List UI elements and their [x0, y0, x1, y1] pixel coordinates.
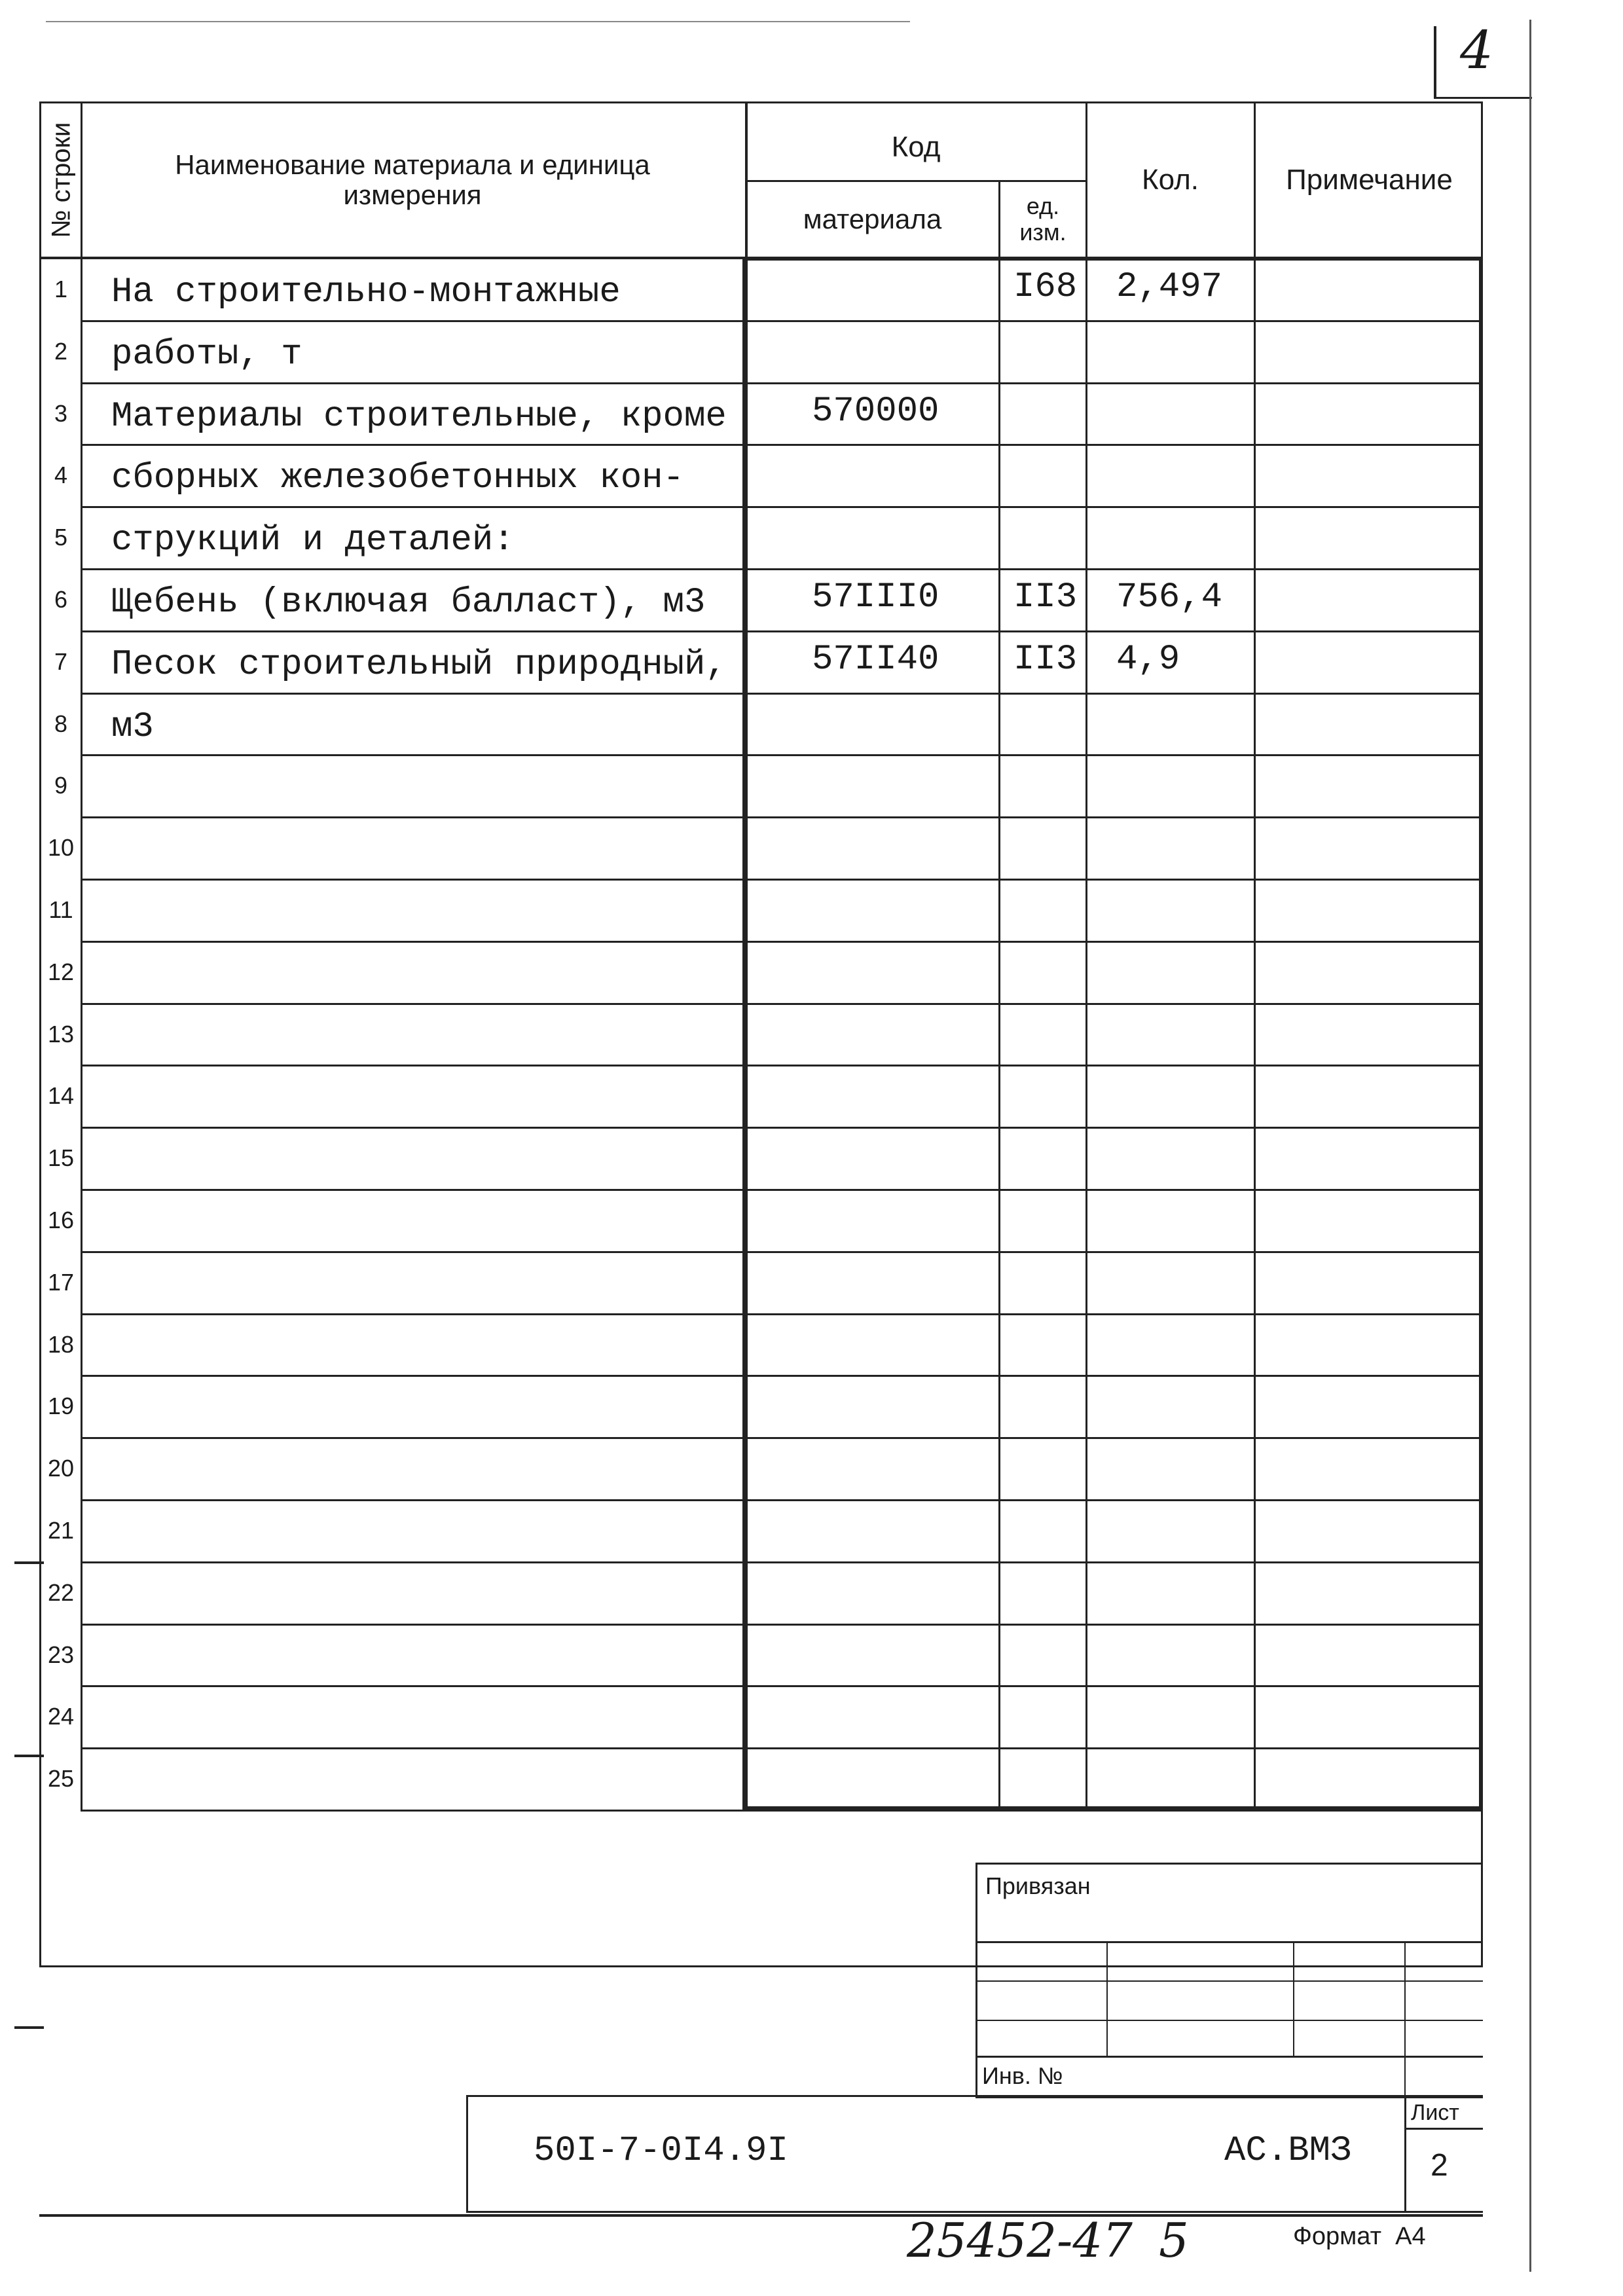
row-number: 1 — [54, 276, 68, 302]
header-col-line-1 — [81, 101, 82, 1810]
row-name: м3 — [111, 706, 154, 747]
row-divider — [81, 320, 1483, 322]
row-number: 19 — [47, 1393, 75, 1420]
row-name: работы, т — [111, 334, 302, 374]
stamp-col-2 — [1293, 1941, 1294, 2056]
header-code-divider — [745, 180, 1085, 182]
row-number: 14 — [47, 1082, 75, 1110]
row-number: 17 — [47, 1268, 75, 1296]
row-number: 8 — [54, 710, 68, 737]
row-divider — [81, 1003, 1483, 1005]
stamp-col-1 — [1106, 1941, 1108, 2056]
row-quantity: 2,497 — [1116, 267, 1223, 307]
row-name: Щебень (включая балласт), м3 — [111, 583, 706, 623]
row-divider — [81, 1189, 1483, 1191]
row-number: 21 — [47, 1517, 75, 1544]
header-code: Код — [891, 130, 941, 163]
row-divider — [81, 630, 1483, 632]
row-number: 23 — [47, 1641, 75, 1668]
row-number: 3 — [54, 399, 68, 427]
row-number: 7 — [54, 647, 68, 675]
title-block-sheet-divider — [1404, 2095, 1406, 2213]
row-divider — [81, 816, 1483, 818]
row-divider — [81, 382, 1483, 384]
row-unit-code: II3 — [1013, 639, 1078, 680]
row-number: 22 — [47, 1578, 75, 1606]
footer-format-label: Формат А4 — [1293, 2223, 1426, 2250]
row-divider — [81, 1685, 1483, 1687]
data-heavy-frame — [742, 257, 1483, 1810]
row-material-code: 57II40 — [812, 639, 939, 680]
header-qty: Кол. — [1141, 163, 1199, 196]
sheet-corner-number: 4 — [1460, 20, 1493, 81]
row-number: 5 — [54, 524, 68, 551]
stamp-sheet-number: 2 — [1431, 2148, 1448, 2183]
row-number: 6 — [54, 586, 68, 613]
title-block-sheet-line — [1404, 2128, 1483, 2130]
row-divider — [81, 1251, 1483, 1253]
margin-tick-1 — [14, 1561, 44, 1564]
corner-bracket-base — [1434, 97, 1532, 99]
corner-bracket-line — [1434, 26, 1436, 98]
stamp-line-3 — [976, 2020, 1483, 2021]
row-divider — [81, 568, 1483, 570]
row-unit-code: I68 — [1013, 267, 1078, 307]
row-unit-code: II3 — [1013, 577, 1078, 617]
row-material-code: 570000 — [812, 391, 939, 431]
top-edge-line — [46, 21, 910, 22]
row-name: Песок строительный природный, — [111, 644, 727, 685]
row-divider — [81, 1561, 1483, 1563]
stamp-line-2 — [976, 1980, 1483, 1982]
row-number: 11 — [48, 896, 73, 923]
stamp-doc-code: 50I-7-0I4.9I — [534, 2131, 788, 2171]
row-material-code: 57III0 — [812, 577, 939, 617]
footer-handwritten-page: 5 — [1159, 2213, 1189, 2268]
header-unit-code: ед. изм. — [1019, 192, 1067, 246]
stamp-line-4 — [976, 2056, 1483, 2058]
row-number: 4 — [54, 462, 68, 489]
row-number: 15 — [47, 1144, 75, 1172]
stamp-line-1 — [976, 1941, 1483, 1943]
row-divider — [81, 1127, 1483, 1129]
row-quantity: 4,9 — [1116, 639, 1180, 680]
row-number: 18 — [47, 1330, 75, 1358]
row-divider — [81, 444, 1483, 446]
row-number: 10 — [47, 834, 75, 862]
row-number: 16 — [47, 1207, 75, 1233]
margin-tick-3 — [14, 2026, 44, 2029]
row-divider — [81, 1747, 1483, 1749]
row-divider — [81, 1499, 1483, 1501]
row-number: 24 — [47, 1703, 75, 1730]
row-divider — [81, 1065, 1483, 1066]
row-divider — [81, 754, 1483, 756]
header-note: Примечание — [1286, 163, 1453, 196]
row-number: 12 — [47, 958, 75, 985]
margin-tick-2 — [14, 1755, 44, 1757]
row-number: 25 — [47, 1765, 75, 1793]
row-number: 20 — [47, 1455, 75, 1482]
row-name: струкций и деталей: — [111, 520, 515, 561]
row-name: На строительно-монтажные — [111, 272, 621, 312]
row-divider — [81, 941, 1483, 943]
header-row-no-text: № строки — [46, 122, 75, 238]
row-quantity: 756,4 — [1116, 577, 1223, 617]
row-divider — [81, 1437, 1483, 1439]
page-bottom-line — [39, 2214, 1483, 2217]
row-divider — [81, 879, 1483, 881]
stamp-linked-label: Привязан — [985, 1872, 1091, 1899]
stamp-col-3 — [1404, 1941, 1406, 2098]
row-divider — [81, 506, 1483, 508]
header-material-code: материала — [803, 203, 942, 234]
row-divider — [81, 1375, 1483, 1377]
stamp-doc-mark: АС.ВМЗ — [1224, 2131, 1352, 2171]
footer-handwritten-number: 25452-47 — [907, 2213, 1133, 2268]
stamp-sheet-label: Лист — [1411, 2100, 1459, 2125]
row-name: сборных железобетонных кон- — [111, 458, 684, 499]
stamp-inv-label: Инв. № — [982, 2062, 1063, 2089]
row-name: Материалы строительные, кроме — [111, 396, 727, 437]
row-divider — [81, 1810, 1483, 1812]
row-number: 2 — [54, 337, 68, 365]
row-number: 13 — [47, 1020, 75, 1048]
row-number: 9 — [54, 772, 68, 799]
row-divider — [81, 1624, 1483, 1626]
header-row-no — [41, 105, 81, 255]
header-name: Наименование материала и единица измерения — [175, 149, 650, 210]
right-frame-line — [1529, 20, 1531, 2272]
row-divider — [81, 693, 1483, 695]
row-divider — [81, 1313, 1483, 1315]
